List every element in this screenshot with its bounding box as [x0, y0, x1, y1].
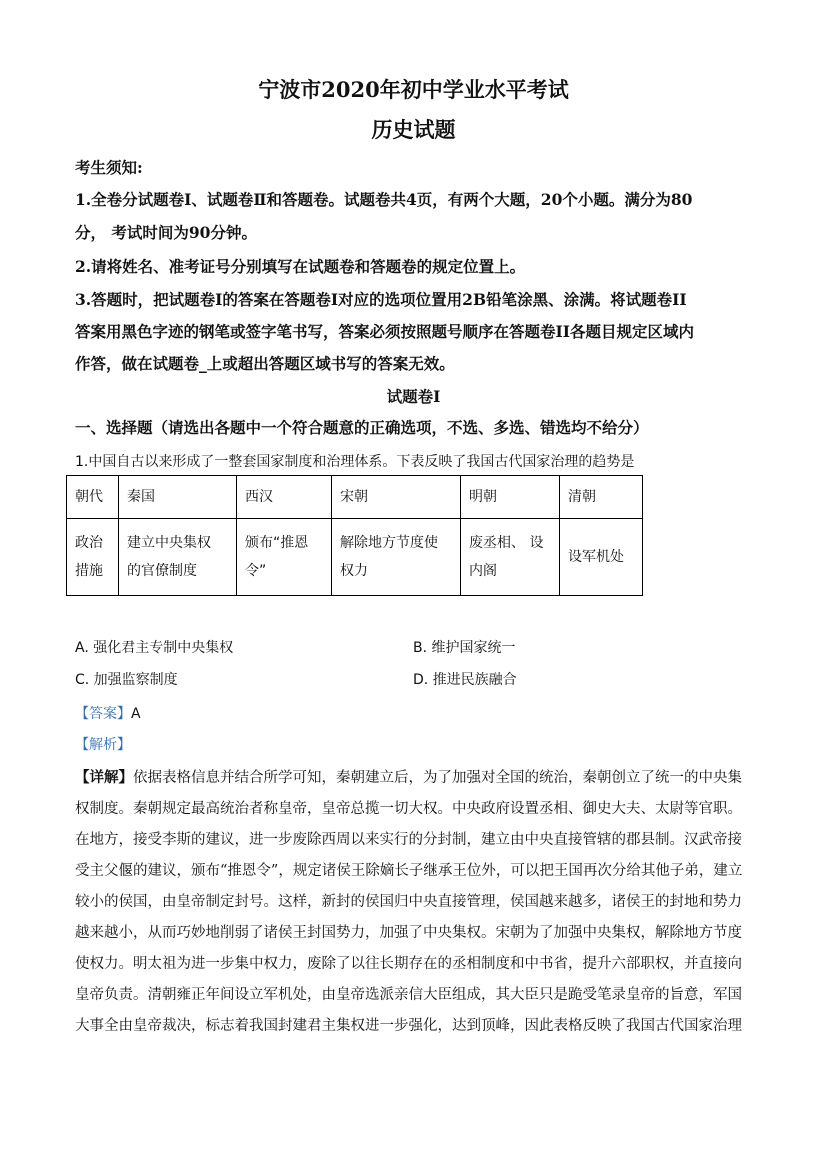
- table-cell: [560, 519, 643, 596]
- detail-paragraph: [75, 762, 755, 1042]
- table-header-cell: 朝代: [67, 476, 119, 519]
- table-header-row: [67, 476, 643, 519]
- notice-line-6: 作答，做在试题卷_上或超出答题区域书写的答案无效。: [75, 354, 455, 373]
- analysis-line: [75, 734, 131, 754]
- section-title: 试题卷I: [386, 387, 441, 406]
- notice-heading: 考生须知:: [75, 158, 143, 177]
- notice-line-4: 3.答题时，把试题卷I的答案在答题卷I对应的选项位置用2B铅笔涂黑、涂满。将试题卷II: [75, 290, 687, 309]
- option-a: A. 强化君主专制中央集权: [75, 640, 234, 656]
- table-cell-line: 设军机处: [568, 549, 624, 565]
- detail-line: 在地方，接受李斯的建议，进一步废除西周以来实行的分封制，建立由中央直接管辖的郡县制。汉武帝接: [75, 832, 742, 848]
- detail-text: 依据表格信息并结合所学可知，秦朝建立后，为了加强对全国的统治，秦朝创立了统一的中央集: [133, 770, 742, 786]
- section-heading: 一、选择题（请选出各题中一个符合题意的正确选项，不选、多选、错选均不给分）: [75, 418, 649, 437]
- notice-line-1: 1.全卷分试题卷I、试题卷Ⅱ和答题卷。试题卷共4页，有两个大题，20个小题。满分为80: [75, 190, 693, 209]
- table-cell-line: 废丞相、 设: [469, 535, 544, 551]
- detail-lead: 【详解】: [75, 769, 133, 786]
- table-cell: [461, 519, 560, 596]
- table-cell: [237, 519, 332, 596]
- table-row: [67, 519, 643, 596]
- table-row-label-line: 政治: [75, 535, 103, 551]
- table-header-cell: 秦国: [119, 476, 237, 519]
- answer-tag: 【答案】: [75, 706, 131, 722]
- table-cell: [119, 519, 237, 596]
- detail-line: 较小的侯国，由皇帝制定封号。这样，新封的侯国归中央直接管理，侯国越来越多，诸侯王的封地和势力: [75, 894, 742, 910]
- notice-line-5: 答案用黑色字迹的钢笔或签字笔书写，答案必须按照题号顺序在答题卷II各题目规定区域内: [75, 322, 695, 341]
- table-row-label: [67, 519, 119, 596]
- detail-line: 大事全由皇帝裁决，标志着我国封建君主集权进一步强化，达到顶峰，因此表格反映了我国古代国家治理: [75, 1018, 742, 1034]
- table-cell-line: 解除地方节度使: [340, 535, 438, 551]
- table-row-label-line: 措施: [75, 563, 103, 579]
- notice-line-2: 分， 考试时间为90分钟。: [75, 223, 257, 242]
- detail-line: 使权力。明太祖为进一步集中权力，废除了以往长期存在的丞相制度和中书省，提升六部职权，并直接向: [75, 956, 742, 972]
- question-1: 1.中国自古以来形成了一整套国家制度和治理体系。下表反映了我国古代国家治理的趋势是: [75, 454, 635, 470]
- detail-line: [75, 762, 755, 794]
- detail-line: 皇帝负责。清朝雍正年间设立军机处，由皇帝选派亲信大臣组成，其大臣只是跪受笔录皇帝的旨意，军国: [75, 987, 742, 1003]
- table-cell-line: 建立中央集权: [127, 535, 211, 551]
- table-header-cell: 西汉: [237, 476, 332, 519]
- detail-line: 越来越小，从而巧妙地削弱了诸侯王封国势力，加强了中央集权。宋朝为了加强中央集权，解除地方节度: [75, 925, 742, 941]
- detail-line: 权制度。秦朝规定最高统治者称皇帝，皇帝总揽一切大权。中央政府设置丞相、御史大夫、太尉等官职。: [75, 801, 742, 817]
- table-cell: [332, 519, 461, 596]
- table-cell-line: 权力: [340, 563, 368, 579]
- analysis-tag: 【解析】: [75, 737, 131, 753]
- table-cell-line: 颁布“推恩: [245, 535, 309, 551]
- table-cell-line: 的官僚制度: [127, 563, 197, 579]
- page-subtitle: 历史试题: [371, 117, 456, 142]
- answer-value: A: [131, 706, 141, 722]
- table-header-cell: 清朝: [560, 476, 643, 519]
- table-header-cell: 明朝: [461, 476, 560, 519]
- option-b: B. 维护国家统一: [413, 640, 516, 656]
- table-cell-line: 内阁: [469, 563, 497, 579]
- option-c: C. 加强监察制度: [75, 672, 178, 688]
- page-title: 宁波市2020年初中学业水平考试: [258, 77, 569, 102]
- option-d: D. 推进民族融合: [413, 672, 517, 688]
- table-cell-line: 令”: [245, 563, 267, 579]
- dynasty-table: [66, 475, 643, 596]
- detail-line: 受主父偃的建议，颁布“推恩令”，规定诸侯王除嫡长子继承王位外，可以把王国再次分给其他子弟，建立: [75, 863, 743, 879]
- answer-line: [75, 703, 141, 723]
- table-header-cell: 宋朝: [332, 476, 461, 519]
- notice-line-3: 2.请将姓名、准考证号分别填写在试题卷和答题卷的规定位置上。: [75, 257, 526, 276]
